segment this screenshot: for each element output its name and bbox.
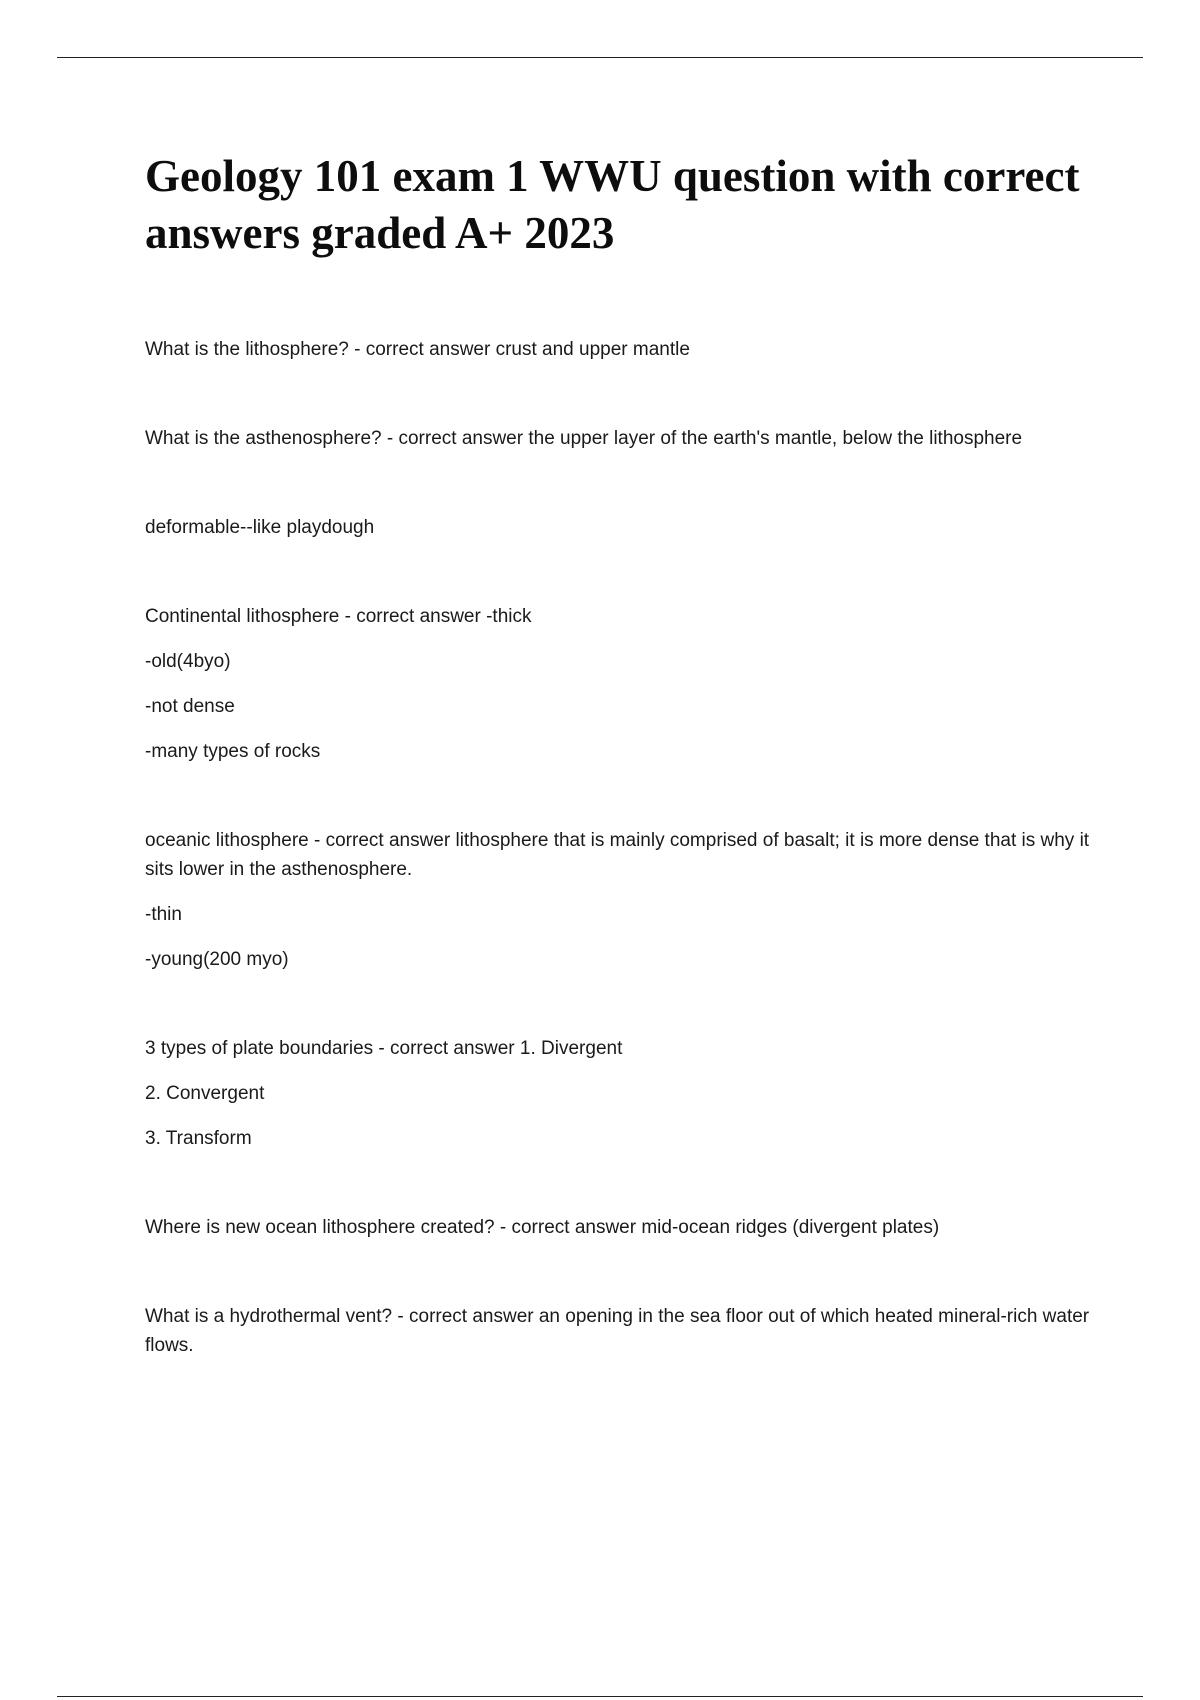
qa-block — [145, 424, 1090, 453]
qa-block — [145, 1302, 1090, 1360]
qa-block — [145, 1213, 1090, 1242]
qa-block — [145, 513, 1090, 542]
qa-question-line: deformable--like playdough — [145, 517, 375, 538]
qa-answer-line: -old(4byo) — [145, 651, 231, 672]
top-rule — [57, 57, 1143, 58]
qa-answer-line: -not dense — [145, 696, 235, 717]
qa-question-line: What is the asthenosphere? - correct answer the upper layer of the earth's mantle, below the lithosphere — [145, 428, 1023, 449]
qa-answer-line: 3. Transform — [145, 1128, 252, 1149]
qa-answer-line: 2. Convergent — [145, 1083, 265, 1104]
qa-question-line: What is a hydrothermal vent? - correct answer an opening in the sea floor out of which heated mineral-rich water flows. — [145, 1306, 1090, 1356]
qa-block — [145, 335, 1090, 364]
qa-question-line: Where is new ocean lithosphere created? - correct answer mid-ocean ridges (divergent plates) — [145, 1217, 940, 1238]
qa-block — [145, 1034, 1090, 1153]
qa-answer-line: -thin — [145, 904, 182, 925]
qa-question-line: Continental lithosphere - correct answer -thick — [145, 606, 532, 627]
qa-answer-line: -young(200 myo) — [145, 949, 289, 970]
qa-question-line: What is the lithosphere? - correct answer crust and upper mantle — [145, 339, 690, 360]
qa-question-line: oceanic lithosphere - correct answer lithosphere that is mainly comprised of basalt; it is more dense that is why it sits lower in the asthenosphere. — [145, 830, 1090, 880]
qa-block — [145, 826, 1090, 974]
qa-question-line: 3 types of plate boundaries - correct answer 1. Divergent — [145, 1038, 623, 1059]
qa-list — [145, 335, 1090, 1420]
qa-block — [145, 602, 1090, 766]
document-title: Geology 101 exam 1 WWU question with correct answers graded A+ 2023 — [145, 151, 1080, 258]
qa-answer-line: -many types of rocks — [145, 741, 321, 762]
bottom-rule — [57, 1696, 1143, 1697]
